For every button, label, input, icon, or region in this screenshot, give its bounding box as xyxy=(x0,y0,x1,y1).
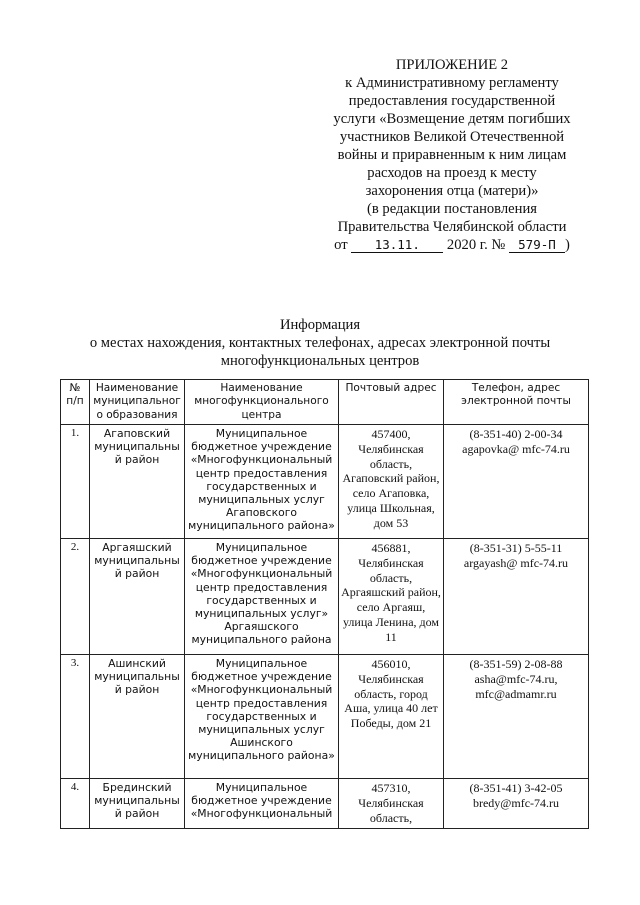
mfc-table xyxy=(60,379,589,829)
appendix-line: войны и приравненным к ним лицам xyxy=(337,147,567,163)
contacts-cell xyxy=(444,425,589,539)
document-heading xyxy=(60,316,580,370)
heading-line-1: о местах нахождения, контактных телефонах, адресах электронной почты xyxy=(89,335,551,351)
center-cell: Муниципальное бюджетное учреждение «Многофункциональный центр предоставления государственных и муниципальных услуг» Аргаяшского муниципального района xyxy=(185,539,339,655)
email-text: asha@mfc-74.ru, mfc@admamr.ru xyxy=(474,671,558,701)
center-cell: Муниципальное бюджетное учреждение «Многофункциональный xyxy=(185,779,339,829)
address-cell: 457310, Челябинская область, xyxy=(339,779,444,829)
appendix-line: участников Великой Отечественной xyxy=(339,129,565,145)
row-number: 4. xyxy=(61,779,90,829)
table-row xyxy=(61,779,589,829)
heading-line-2: многофункциональных центров xyxy=(220,353,420,369)
appendix-line: Правительства Челябинской области xyxy=(337,219,567,235)
phone-text: (8-351-31) 5-55-11 xyxy=(469,541,563,555)
address-cell: 456881, Челябинская область, Аргаяшский район, село Аргаяш, улица Ленина, дом 11 xyxy=(339,539,444,655)
municipality-cell: Ашинский муниципальный район xyxy=(90,655,185,779)
appendix-line: захоронения отца (матери)» xyxy=(365,183,539,199)
appendix-line: к Административному регламенту xyxy=(345,75,559,91)
appendix-line: услуги «Возмещение детям погибших xyxy=(333,111,571,127)
header-center: Наименование многофункционального центра xyxy=(185,380,339,425)
appendix-line: (в редакции постановления xyxy=(367,201,537,217)
row-number: 2. xyxy=(61,539,90,655)
resolution-date-line xyxy=(322,236,582,254)
appendix-line: предоставления государственной xyxy=(348,93,556,109)
contacts-cell xyxy=(444,655,589,779)
phone-text: (8-351-59) 2-08-88 xyxy=(469,657,563,671)
phone-text: (8-351-40) 2-00-34 xyxy=(469,427,563,441)
contacts-cell xyxy=(444,779,589,829)
resolution-number-field: 579-П xyxy=(509,237,565,253)
heading-title: Информация xyxy=(279,317,361,333)
municipality-cell: Агаповский муниципальный район xyxy=(90,425,185,539)
header-address: Почтовый адрес xyxy=(339,380,444,425)
year-text: 2020 г. № xyxy=(446,237,506,253)
number-suffix: ) xyxy=(564,237,570,253)
table-row xyxy=(61,539,589,655)
header-municipality: Наименование муниципального образования xyxy=(90,380,185,425)
header-num: № п/п xyxy=(61,380,90,425)
email-text: argayash@ mfc-74.ru xyxy=(463,555,569,570)
address-cell: 456010, Челябинская область, город Аша, улица 40 лет Победы, дом 21 xyxy=(339,655,444,779)
municipality-cell: Аргаяшский муниципальный район xyxy=(90,539,185,655)
table-header-row xyxy=(61,380,589,425)
center-cell: Муниципальное бюджетное учреждение «Многофункциональный центр предоставления государственных и муниципальных услуг Ашинского муниципального района» xyxy=(185,655,339,779)
appendix-title: ПРИЛОЖЕНИЕ 2 xyxy=(395,57,509,73)
center-cell: Муниципальное бюджетное учреждение «Многофункциональный центр предоставления государственных и муниципальных услуг Агаповского муниципального района» xyxy=(185,425,339,539)
row-number: 1. xyxy=(61,425,90,539)
date-prefix: от xyxy=(334,237,348,253)
municipality-cell: Брединский муниципальный район xyxy=(90,779,185,829)
header-contacts: Телефон, адрес электронной почты xyxy=(444,380,589,425)
row-number: 3. xyxy=(61,655,90,779)
email-text: bredy@mfc-74.ru xyxy=(472,795,560,810)
appendix-block xyxy=(322,56,582,254)
phone-text: (8-351-41) 3-42-05 xyxy=(469,781,563,795)
address-cell: 457400, Челябинская область, Агаповский район, село Агаповка, улица Школьная, дом 53 xyxy=(339,425,444,539)
email-text: agapovka@ mfc-74.ru xyxy=(462,441,570,456)
resolution-date-field: 13.11. xyxy=(351,237,443,253)
table-row xyxy=(61,425,589,539)
appendix-line: расходов на проезд к месту xyxy=(367,165,537,181)
table-row xyxy=(61,655,589,779)
contacts-cell xyxy=(444,539,589,655)
